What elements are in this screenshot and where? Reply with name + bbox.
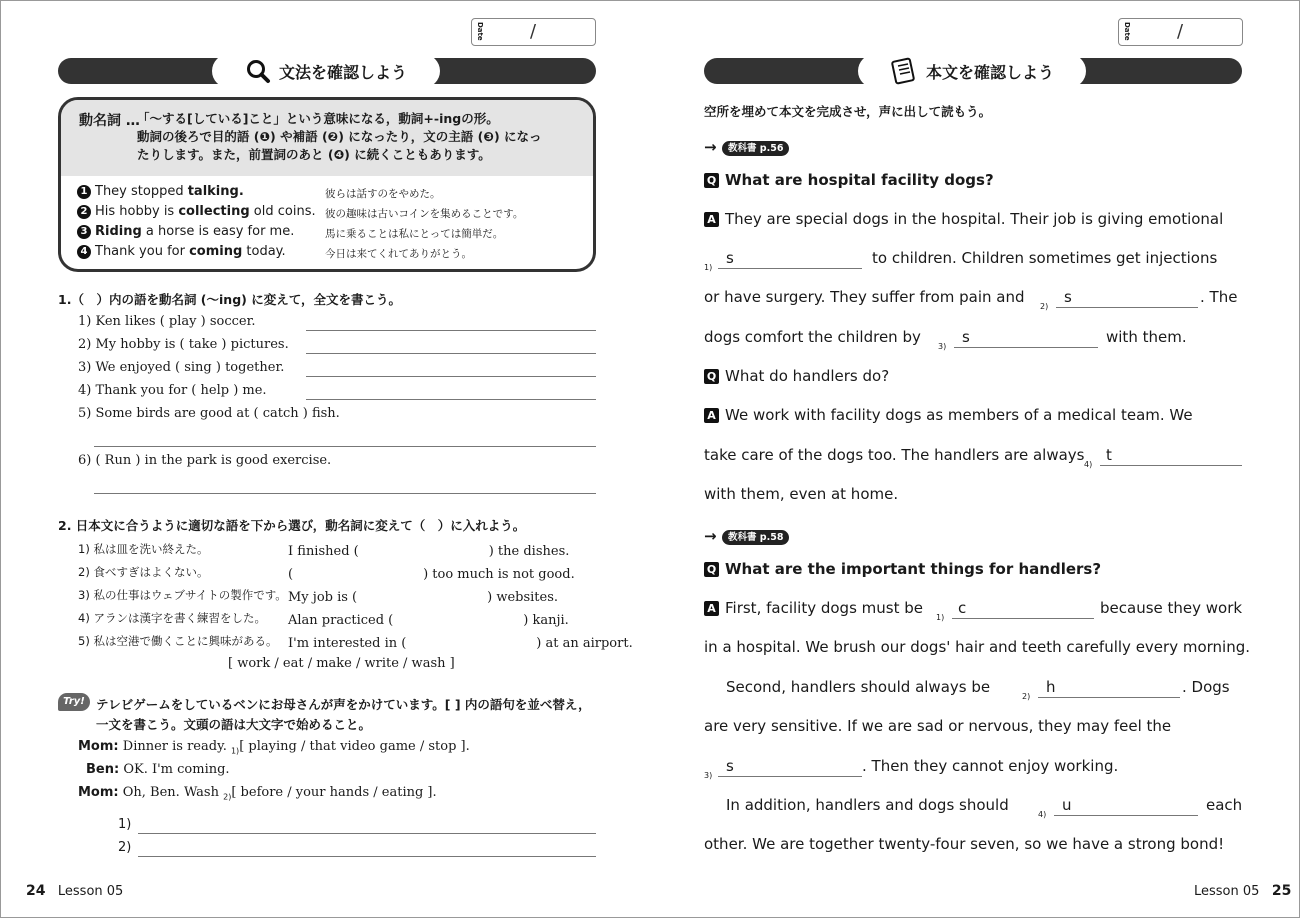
magnifier-icon <box>245 58 271 84</box>
answer-text: with them. <box>1106 328 1187 346</box>
answer-text: A First, facility dogs must be <box>704 599 923 617</box>
dialog-line: Ben: OK. I'm coming. <box>86 762 230 777</box>
answer-text: Second, handlers should always be <box>726 678 991 696</box>
date-box-right[interactable] <box>1118 18 1243 46</box>
q2-item-ja: 4) アランは漢字を書く練習をした。 <box>78 611 266 625</box>
grammar-description <box>137 110 587 164</box>
blank-number: 1) <box>936 613 945 622</box>
blank-number: 2) <box>1040 302 1049 311</box>
a-icon: A <box>704 212 719 227</box>
section-title-text: 本文を確認しよう <box>925 62 1054 82</box>
blank-hint: s <box>962 328 970 346</box>
q2-item-ja: 1) 私は皿を洗い終えた。 <box>78 542 209 556</box>
blank-hint: s <box>1064 288 1072 306</box>
q1-item: 5) Some birds are good at ( catch ) fish. <box>78 406 340 421</box>
blank-number: 1) <box>704 263 713 272</box>
grammar-example-ja: 彼の趣味は古いコインを集めることです。 <box>325 208 524 220</box>
answer-label: 2) <box>118 840 132 855</box>
grammar-box <box>58 97 596 272</box>
grammar-title: 動名詞 … <box>79 113 140 129</box>
blank-hint: u <box>1062 796 1072 814</box>
grammar-desc-line: 動詞の後ろで目的語 (❶) や補語 (❷) になったり，文の主語 (❸) になっ <box>137 129 542 144</box>
blank-hint: h <box>1046 678 1056 696</box>
question: Q What are the important things for handlers? <box>704 560 1101 578</box>
date-label: Date <box>476 22 484 41</box>
word-choices: [ work / eat / make / write / wash ] <box>228 656 455 671</box>
grammar-example-ja: 彼らは話すのをやめた。 <box>325 188 441 200</box>
fill-blank[interactable] <box>1100 465 1242 466</box>
q-icon: Q <box>704 562 719 577</box>
answer-text: In addition, handlers and dogs should <box>726 796 1009 814</box>
answer-text: with them, even at home. <box>704 485 899 503</box>
answer-text: or have surgery. They suffer from pain and <box>704 288 1025 306</box>
grammar-example-ja: 馬に乗ることは私にとっては簡単だ。 <box>325 228 504 240</box>
try-instruction: 一文を書こう。文頭の語は大文字で始めること。 <box>96 717 372 732</box>
page-number: 24 <box>26 883 46 899</box>
fill-blank[interactable] <box>954 347 1098 348</box>
section-title-grammar: 文法を確認しよう <box>278 62 407 82</box>
blank-number: 4) <box>1084 460 1093 469</box>
blank-number: 3) <box>704 771 713 780</box>
grammar-example: 4 Thank you for coming today. <box>77 244 286 259</box>
blank-hint: s <box>726 249 734 267</box>
answer-text: other. We are together twenty-four seven, so we have a strong bond! <box>704 835 1225 853</box>
q2-item-ja: 5) 私は空港で働くことに興味がある。 <box>78 634 278 648</box>
question-1-heading: 1.（ ）内の語を動名詞 (〜ing) に変えて，全文を書こう。 <box>58 292 401 307</box>
dialog-line: Mom: Dinner is ready. $_{1)}$[ playing / that video game / stop ]. <box>78 739 470 756</box>
q1-item: 4) Thank you for ( help ) me. <box>78 383 267 398</box>
arrow-icon: → <box>704 527 717 545</box>
answer-line[interactable] <box>94 446 596 447</box>
q2-item-en: I finished ( ) the dishes. <box>288 544 570 559</box>
q-icon: Q <box>704 369 719 384</box>
section-tab-grammar <box>212 54 440 88</box>
speaker: Ben: <box>86 762 120 777</box>
instruction: 空所を埋めて本文を完成させ，声に出して読もう。 <box>704 104 992 119</box>
fill-blank[interactable] <box>952 618 1094 619</box>
fill-blank[interactable] <box>1038 697 1180 698</box>
speaker: Mom: <box>78 785 119 800</box>
date-slash: / <box>530 21 537 42</box>
answer-line[interactable] <box>138 833 596 834</box>
q1-item: 2) My hobby is ( take ) pictures. <box>78 337 289 352</box>
answer-label: 1) <box>118 817 132 832</box>
answer-text: A We work with facility dogs as members of a medical team. We <box>704 406 1193 424</box>
answer-text: in a hospital. We brush our dogs' hair and teeth carefully every morning. <box>704 638 1251 656</box>
blank-hint: s <box>726 757 734 775</box>
blank-number: 3) <box>938 342 947 351</box>
fill-blank[interactable] <box>718 776 862 777</box>
answer-text: . Then they cannot enjoy working. <box>862 757 1119 775</box>
grammar-explanation <box>61 100 593 176</box>
a-icon: A <box>704 601 719 616</box>
page-number: 25 <box>1271 883 1292 899</box>
answer-line[interactable] <box>306 376 596 377</box>
answer-line[interactable] <box>306 353 596 354</box>
blank-hint: t <box>1106 446 1112 464</box>
answer-text: A They are special dogs in the hospital. Their job is giving emotional <box>704 210 1223 228</box>
dialog-line: Mom: Oh, Ben. Wash $_{2)}$[ before / your hands / eating ]. <box>78 785 437 802</box>
question: Q What do handlers do? <box>704 367 889 385</box>
grammar-example: 2 His hobby is collecting old coins. <box>77 204 316 219</box>
date-label: Date <box>1123 22 1131 41</box>
q1-item: 1) Ken likes ( play ) soccer. <box>78 314 256 329</box>
blank-number: 2) <box>1022 692 1031 701</box>
try-badge: Try! <box>58 693 90 711</box>
question-2-heading: 2. 日本文に合うように適切な語を下から選び，動名詞に変えて（ ）に入れよう。 <box>58 518 526 533</box>
blank-number: 4) <box>1038 810 1047 819</box>
answer-text: to children. Children sometimes get injections <box>872 249 1218 267</box>
grammar-example: 1 They stopped talking. <box>77 184 244 199</box>
arrow-icon: → <box>704 138 717 156</box>
q1-item: 3) We enjoyed ( sing ) together. <box>78 360 285 375</box>
textbook-ref: 教科書 p.58 <box>722 530 789 545</box>
grammar-desc-line: たりします。また，前置詞のあと (❹) に続くこともあります。 <box>137 147 491 162</box>
blank-hint: c <box>958 599 967 617</box>
textbook-ref: 教科書 p.56 <box>722 141 789 156</box>
number-badge: 4 <box>77 245 91 259</box>
answer-text: . The <box>1200 288 1238 306</box>
section-tab-text <box>858 54 1086 88</box>
q2-item-en: My job is ( ) websites. <box>288 590 559 605</box>
number-badge: 1 <box>77 185 91 199</box>
fill-blank[interactable] <box>1054 815 1198 816</box>
fill-blank[interactable] <box>1056 307 1198 308</box>
lesson-label: Lesson 05 <box>1194 884 1260 899</box>
number-badge: 3 <box>77 225 91 239</box>
question: Q What are hospital facility dogs? <box>704 171 994 189</box>
q2-item-en: ( ) too much is not good. <box>288 567 575 582</box>
try-instruction: テレビゲームをしているベンにお母さんが声をかけています。[ ] 内の語句を並べ替え， <box>96 697 591 712</box>
answer-text: . Dogs <box>1182 678 1230 696</box>
speaker: Mom: <box>78 739 119 754</box>
answer-line[interactable] <box>138 856 596 857</box>
footer-right <box>1194 883 1291 899</box>
answer-text: each <box>1206 796 1243 814</box>
answer-line[interactable] <box>306 399 596 400</box>
lesson-label: Lesson 05 <box>57 884 124 899</box>
q2-item-en: Alan practiced ( ) kanji. <box>288 613 569 628</box>
number-badge: 2 <box>77 205 91 219</box>
answer-line[interactable] <box>94 493 596 494</box>
answer-line[interactable] <box>306 330 596 331</box>
answer-text: because they work <box>1100 599 1243 617</box>
grammar-desc-line: 「〜する[している]こと」という意味になる，動詞+-ingの形。 <box>137 111 499 126</box>
q1-item: 6) ( Run ) in the park is good exercise. <box>78 453 332 468</box>
answer-text: dogs comfort the children by <box>704 328 921 346</box>
q2-item-ja: 3) 私の仕事はウェブサイトの製作です。 <box>78 588 287 602</box>
q2-item-ja: 2) 食べすぎはよくない。 <box>78 565 209 579</box>
q-icon: Q <box>704 173 719 188</box>
date-box-left[interactable] <box>471 18 596 46</box>
book-icon <box>890 57 918 85</box>
q2-item-en: I'm interested in ( ) at an airport. <box>288 636 633 651</box>
a-icon: A <box>704 408 719 423</box>
date-slash: / <box>1177 21 1184 42</box>
grammar-example-ja: 今日は来てくれてありがとう。 <box>325 248 472 260</box>
answer-text: take care of the dogs too. The handlers are always <box>704 446 1085 464</box>
footer-left <box>26 883 123 899</box>
grammar-example: 3 Riding a horse is easy for me. <box>77 224 294 239</box>
fill-blank[interactable] <box>718 268 862 269</box>
answer-text: are very sensitive. If we are sad or nervous, they may feel the <box>704 717 1172 735</box>
